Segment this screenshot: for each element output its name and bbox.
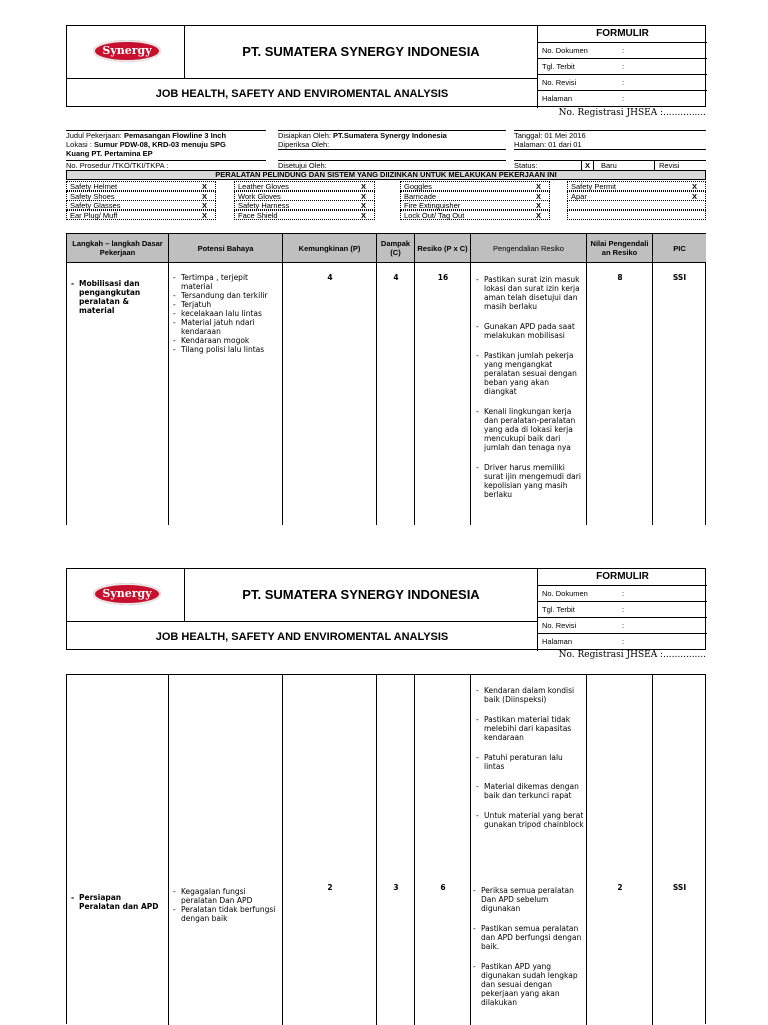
- ppe-checkbox[interactable]: X: [535, 210, 541, 220]
- ppe-checkbox[interactable]: X: [535, 191, 541, 201]
- control-value: 8: [617, 273, 623, 282]
- col-divider: [586, 675, 587, 1025]
- ppe-item: [66, 210, 216, 220]
- controls-cell: [473, 886, 584, 1018]
- ppe-checkbox[interactable]: X: [360, 182, 366, 191]
- col-divider: [168, 675, 169, 1025]
- hazard-item: - kecelakaan lalu lintas: [173, 309, 279, 318]
- form-header: [66, 25, 706, 107]
- hazard-list: [173, 887, 279, 923]
- ppe-item: [66, 191, 216, 201]
- lokasi-value: Sumur PDW-08, KRD-03 menuju SPG: [93, 140, 226, 149]
- registration-number: No. Registrasi JHSEA :...............: [558, 108, 706, 118]
- hazard-item: - Peralatan tidak berfungsi dengan baik: [173, 905, 279, 923]
- ppe-label: Safety Glasses: [70, 201, 121, 210]
- disiapkan-line: [278, 130, 506, 140]
- disiapkan-value: PT.Sumatera Synergy Indonesia: [333, 131, 447, 140]
- col-divider: [376, 675, 377, 1025]
- hazard-item: - Tilang polisi lalu lintas: [173, 345, 279, 354]
- diperiksa-line: Diperiksa Oleh:: [278, 140, 506, 150]
- hazard-item: - Terjatuh: [173, 300, 279, 309]
- ppe-item: [400, 210, 550, 220]
- ppe-label: Work Gloves: [238, 191, 281, 201]
- control-list: [473, 886, 584, 1007]
- header-kemungkinan: Kemungkinan (P): [283, 233, 377, 263]
- ppe-item: [234, 210, 375, 220]
- ppe-item: [567, 191, 706, 201]
- field-colon: :: [622, 46, 625, 55]
- ppe-label: Fire Extinguisher: [404, 201, 461, 210]
- header-langkah: Langkah – langkah Dasar Pekerjaan: [67, 233, 169, 263]
- control-item: - Driver harus memiliki surat ijin mengemudi dari kepolisian yang masih berlaku: [476, 463, 584, 499]
- ppe-item: [567, 200, 706, 210]
- ppe-label: Ear Plug/ Muff: [70, 210, 118, 220]
- formulir-block: [537, 26, 707, 108]
- header-resiko: Resiko (P x C): [415, 233, 471, 263]
- ppe-label: Goggles: [404, 182, 432, 191]
- ppe-checkbox[interactable]: X: [201, 201, 207, 210]
- ppe-item: [567, 181, 706, 191]
- status-label: Status:: [514, 161, 538, 170]
- control-item: - Pastikan semua peralatan dan APD berfungsi dengan baik.: [473, 924, 584, 951]
- ppe-item: [567, 210, 706, 220]
- field-colon: :: [622, 589, 625, 598]
- field-colon: :: [622, 605, 625, 614]
- ppe-checkbox[interactable]: X: [360, 191, 366, 201]
- doc-field: [538, 634, 707, 651]
- ppe-checkbox[interactable]: X: [360, 210, 366, 220]
- control-item: - Periksa semua peralatan Dan APD sebelum digunakan: [473, 886, 584, 913]
- control-item: - Untuk material yang berat gunakan tripod chainblock: [476, 811, 584, 829]
- doc-field: [538, 91, 707, 108]
- field-label: No. Dokumen: [542, 46, 588, 55]
- hazard-list: [173, 273, 279, 354]
- formulir-block: [537, 569, 707, 651]
- hazard-item: - Material jatuh ndari kendaraan: [173, 318, 279, 336]
- ppe-checkbox[interactable]: X: [201, 182, 207, 191]
- controls-cell: [476, 275, 584, 510]
- col-divider: [282, 675, 283, 1025]
- ppe-checkbox[interactable]: X: [691, 191, 697, 201]
- halaman-line: Halaman: 01 dari 01: [514, 140, 706, 150]
- baru-checkbox[interactable]: X: [581, 161, 594, 170]
- company-name: PT. SUMATERA SYNERGY INDONESIA: [242, 587, 480, 602]
- control-item: - Pastikan surat izin masuk lokasi dan surat izin kerja aman telah disetujui dan masih berlaku: [476, 275, 584, 311]
- ppe-label: Lock Out/ Tag Out: [404, 210, 465, 220]
- control-item: - Patuhi peraturan lalu lintas: [476, 753, 584, 771]
- control-list: [476, 275, 584, 499]
- control-item: - Pastikan material tidak melebihi dari kapasitas kendaraan: [476, 715, 584, 742]
- field-label: No. Dokumen: [542, 589, 588, 598]
- control-item: - Material dikemas dengan baik dan terkunci rapat: [476, 782, 584, 800]
- ppe-item: [234, 200, 375, 210]
- ppe-label: Safety Harness: [238, 201, 290, 210]
- field-label: Tgl. Terbit: [542, 62, 575, 71]
- ppe-checkbox[interactable]: X: [691, 182, 697, 191]
- field-colon: :: [622, 94, 625, 103]
- ppe-item: [400, 191, 550, 201]
- lokasi-line-2: [66, 149, 153, 158]
- field-label: Tgl. Terbit: [542, 605, 575, 614]
- field-label: No. Revisi: [542, 78, 577, 87]
- prosedur-line: No. Prosedur /TKO/TKI/TKPA :: [66, 160, 266, 170]
- header-pengendalian: Pengendalian Resiko: [471, 233, 587, 263]
- ppe-item: [66, 200, 216, 210]
- status-line: [514, 160, 706, 170]
- ppe-checkbox[interactable]: X: [535, 201, 541, 210]
- field-label: No. Revisi: [542, 621, 577, 630]
- revisi-label: Revisi: [654, 161, 679, 170]
- hazard-item: - Kegagalan fungsi peralatan Dan APD: [173, 887, 279, 905]
- header-potensi: Potensi Bahaya: [169, 233, 283, 263]
- jhsea-table-page-2: [66, 674, 706, 1024]
- formulir-heading: FORMULIR: [538, 569, 707, 586]
- doc-field: [538, 75, 707, 91]
- synergy-logo: Synergy: [93, 40, 161, 62]
- field-colon: :: [622, 621, 625, 630]
- baru-label: Baru: [601, 161, 617, 170]
- impact-value: 3: [393, 883, 399, 892]
- hazard-item: - Tertimpa , terjepit material: [173, 273, 279, 291]
- doc-field: [538, 618, 707, 634]
- ppe-item: [400, 181, 550, 191]
- risk-value: 6: [440, 883, 446, 892]
- field-colon: :: [622, 637, 625, 646]
- ppe-label: Apar: [571, 191, 587, 201]
- lokasi-label: Lokasi :: [66, 140, 94, 149]
- form-title: JOB HEALTH, SAFETY AND ENVIROMENTAL ANALYSIS: [67, 621, 537, 651]
- controls-continued-cell: [476, 686, 584, 840]
- col-divider: [168, 233, 169, 525]
- doc-field: [538, 602, 707, 618]
- ppe-checkbox[interactable]: X: [360, 201, 366, 210]
- jhsea-table: [66, 233, 706, 525]
- form-header-page-2: [66, 568, 706, 650]
- col-divider: [470, 675, 471, 1025]
- ppe-item: [66, 181, 216, 191]
- control-item: - Kendaran dalam kondisi baik (Diinspeksi): [476, 686, 584, 704]
- ppe-checkbox[interactable]: X: [201, 210, 207, 220]
- field-label: Halaman: [542, 637, 573, 646]
- field-label: Halaman: [542, 94, 573, 103]
- step-cell: [71, 279, 163, 315]
- hazards-cell: [173, 887, 279, 923]
- ppe-label: Safety Shoes: [70, 191, 115, 201]
- control-list-continued: [476, 686, 584, 829]
- control-value: 2: [617, 883, 623, 892]
- company-name: PT. SUMATERA SYNERGY INDONESIA: [242, 44, 480, 59]
- field-colon: :: [622, 78, 625, 87]
- hazards-cell: [173, 273, 279, 354]
- hazard-item: - Kendaraan mogok: [173, 336, 279, 345]
- hazard-item: - Tersandung dan terkilir: [173, 291, 279, 300]
- ppe-label: Leather Gloves: [238, 182, 289, 191]
- col-divider: [652, 675, 653, 1025]
- disiapkan-label: Disiapkan Oleh:: [278, 131, 334, 140]
- doc-field: [538, 43, 707, 59]
- ppe-label: Barricade: [404, 191, 437, 201]
- formulir-heading: FORMULIR: [538, 26, 707, 43]
- registration-number: No. Registrasi JHSEA :...............: [558, 650, 706, 660]
- lokasi-line: [66, 140, 226, 149]
- pic-value: SSI: [672, 883, 687, 892]
- judul-value: Pemasangan Flowline 3 Inch: [123, 131, 227, 140]
- synergy-logo: Synergy: [93, 583, 161, 605]
- step-text: - Persiapan Peralatan dan APD: [71, 893, 163, 911]
- ppe-item: [400, 200, 550, 210]
- pic-value: SSI: [672, 273, 687, 282]
- ppe-label: Safety Helmet: [70, 182, 118, 191]
- control-item: - Pastikan APD yang digunakan sudah lengkap dan sesuai dengan pekerjaan yang akan dilakukan: [473, 962, 584, 1007]
- ppe-title: PERALATAN PELINDUNG DAN SISTEM YANG DIIZINKAN UNTUK MELAKUKAN PEKERJAAN INI: [66, 170, 706, 180]
- doc-field: [538, 59, 707, 75]
- probability-value: 2: [327, 883, 333, 892]
- judul-label: Judul Pekerjaan:: [66, 131, 124, 140]
- lokasi-value-2: Kuang PT. Pertamina EP: [66, 149, 153, 158]
- doc-field: [538, 586, 707, 602]
- disetujui-line: Disetujui Oleh:: [278, 160, 506, 170]
- col-divider: [414, 675, 415, 1025]
- ppe-label: Safety Permit: [571, 182, 617, 191]
- tanggal-line: Tanggal: 01 Mei 2016: [514, 130, 706, 140]
- ppe-label: Face Shield: [238, 210, 278, 220]
- header-pic: PIC: [653, 233, 706, 263]
- form-title: JOB HEALTH, SAFETY AND ENVIROMENTAL ANALYSIS: [67, 78, 537, 108]
- ppe-item: [234, 191, 375, 201]
- logo-cell: [67, 569, 185, 621]
- field-colon: :: [622, 62, 625, 71]
- logo-cell: [67, 26, 185, 78]
- control-item: - Kenali lingkungan kerja dan peralatan-peralatan yang ada di lokasi kerja mencukupi baik dari jumlah dan tenaga nya: [476, 407, 584, 452]
- control-item: - Gunakan APD pada saat melakukan mobilisasi: [476, 322, 584, 340]
- step-text: - Mobilisasi dan pengangkutan peralatan & material: [71, 279, 163, 315]
- impact-value: 4: [393, 273, 399, 282]
- judul-line: [66, 130, 266, 140]
- probability-value: 4: [327, 273, 333, 282]
- ppe-item: [234, 181, 375, 191]
- control-item: - Pastikan jumlah pekerja yang mengangkat peralatan sesuai dengan beban yang akan diangkat: [476, 351, 584, 396]
- ppe-checkbox[interactable]: X: [201, 191, 207, 201]
- step-cell: [71, 893, 163, 911]
- header-nilai: Nilai Pengendali an Resiko: [587, 233, 653, 263]
- risk-value: 16: [437, 273, 449, 282]
- header-dampak: Dampak (C): [377, 233, 415, 263]
- ppe-checkbox[interactable]: X: [535, 182, 541, 191]
